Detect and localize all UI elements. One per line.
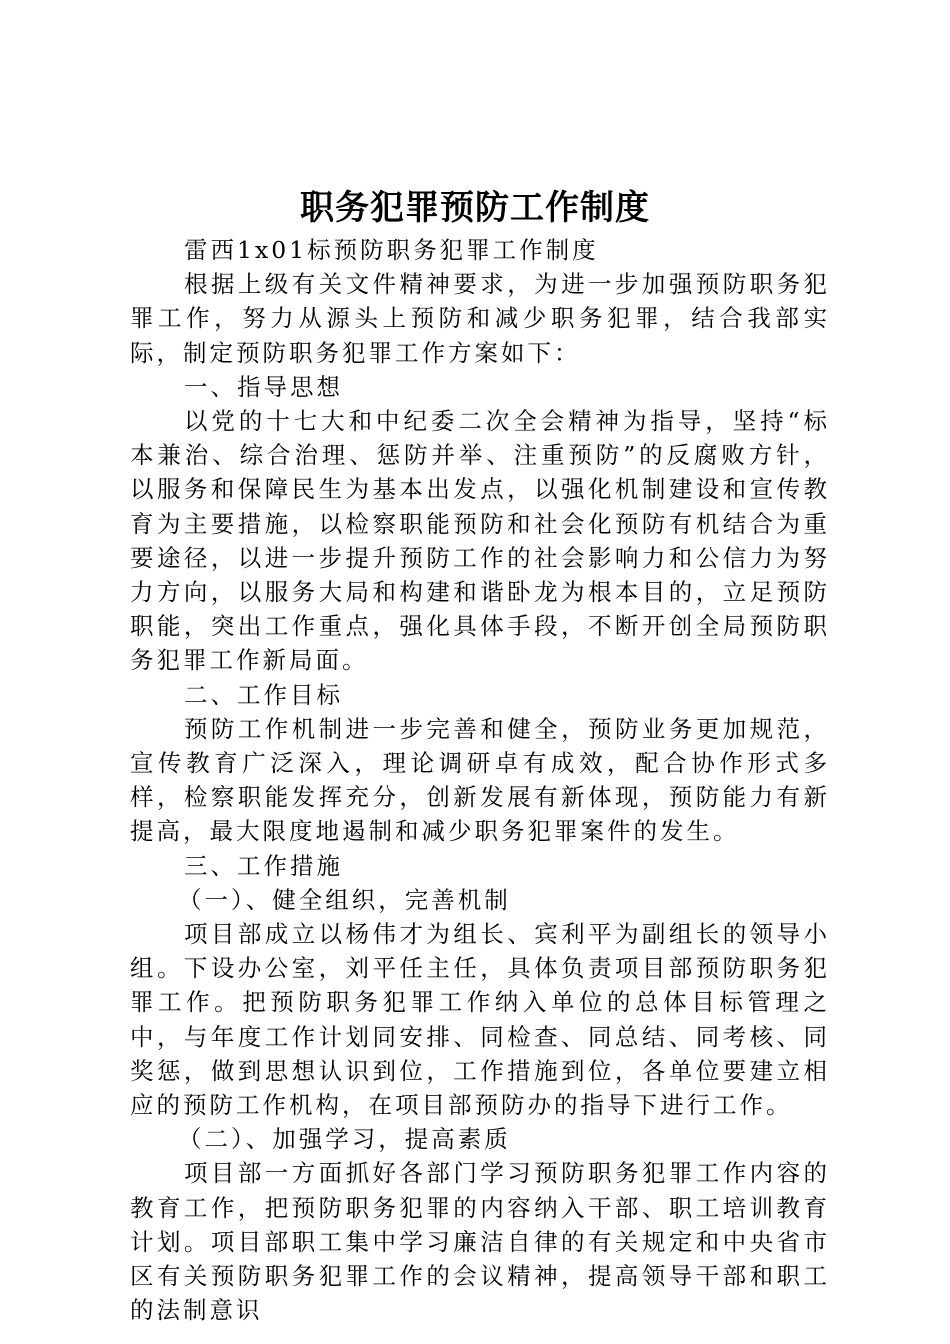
- subsection-heading-study: （二）、加强学习，提高素质: [178, 1125, 511, 1154]
- subsection-heading-organization: （一）、健全组织，完善机制: [178, 885, 511, 914]
- section-heading-work-goals: 二、工作目标: [184, 680, 343, 709]
- section-body-guiding-ideology: 以党的十七大和中纪委二次全会精神为指导，坚持“标本兼治、综合治理、惩防并举、注重预防”的反腐败方针，以服务和保障民生为基本出发点，以强化机制建设和宣传教育为主要措施，以检察职能预防和社会化预防有机结合为重要途径，以进一步提升预防工作的社会影响力和公信力为努力方向，以服务大局和构建和谐卧龙为根本目的，立足预防职能，突出工作重点，强化具体手段，不断开创全局预防职务犯罪工作新局面。: [130, 407, 830, 675]
- section-body-work-goals: 预防工作机制进一步完善和健全，预防业务更加规范，宣传教育广泛深入，理论调研卓有成效，配合协作形式多样，检察职能发挥充分，创新发展有新体现，预防能力有新提高，最大限度地遏制和减少职务犯罪案件的发生。: [130, 714, 830, 846]
- section-heading-guiding-ideology: 一、指导思想: [184, 372, 343, 401]
- subsection-body-study: 项目部一方面抓好各部门学习预防职务犯罪工作内容的教育工作，把预防职务犯罪的内容纳入干部、职工培训教育计划。项目部职工集中学习廉洁自律的有关规定和中央省市区有关预防职务犯罪工作的会议精神，提高领导干部和职工的法制意识: [130, 1159, 830, 1325]
- document-subtitle: 雷西1x01标预防职务犯罪工作制度: [184, 236, 599, 264]
- document-body: [130, 233, 830, 1328]
- document-title: 职务犯罪预防工作制度: [300, 188, 650, 228]
- intro-paragraph: 根据上级有关文件精神要求，为进一步加强预防职务犯罪工作，努力从源头上预防和减少职务犯罪，结合我部实际，制定预防职务犯罪工作方案如下：: [130, 270, 830, 367]
- subsection-body-organization: 项目部成立以杨伟才为组长、宾利平为副组长的领导小组。下设办公室，刘平任主任，具体负责项目部预防职务犯罪工作。把预防职务犯罪工作纳入单位的总体目标管理之中，与年度工作计划同安排、同检查、同总结、同考核、同奖惩，做到思想认识到位，工作措施到位，各单位要建立相应的预防工作机构，在项目部预防办的指导下进行工作。: [130, 920, 830, 1120]
- section-heading-work-measures: 三、工作措施: [184, 851, 343, 880]
